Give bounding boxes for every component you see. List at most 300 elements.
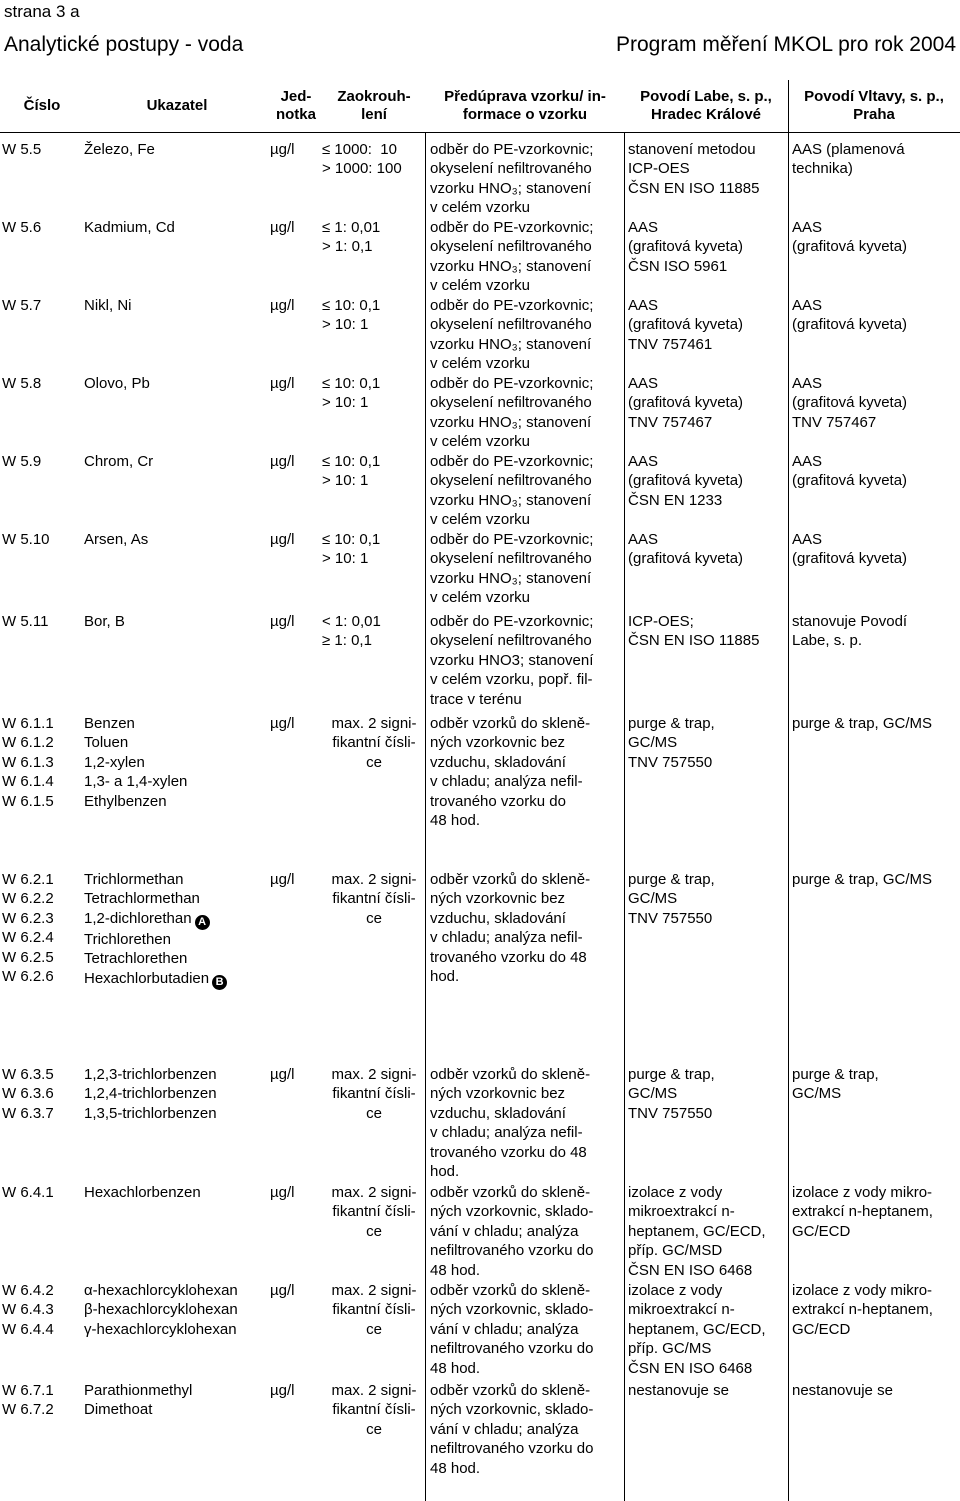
predupr-line: trace v terénu [430, 690, 522, 708]
labe-line: AAS [628, 219, 659, 236]
cell-labe [628, 530, 790, 569]
cell-vltava [792, 452, 958, 491]
cell-cislo [2, 1281, 82, 1339]
labe-line: TNV 757550 [628, 753, 713, 771]
zaokrouhleni-line: ≥ 1: 0,1 [322, 632, 372, 650]
cell-ukazatel [84, 140, 280, 159]
cell-predupr [430, 714, 624, 830]
labe-line: ČSN EN ISO 6468 [628, 1261, 753, 1279]
predupr-line: vzduchu, skladování [430, 753, 566, 771]
ukazatel-line: Parathionmethyl [84, 1382, 193, 1399]
predupr-line: v celém vzorku [430, 355, 531, 373]
zaokrouhleni-line: ce [366, 1104, 382, 1122]
predupr-line: trovaného vzorku do 48 [430, 948, 587, 966]
ukazatel-line: 1,3,5-trichlorbenzen [84, 1104, 217, 1122]
predupr-line: vzorku HNO₃; stanovení [430, 491, 592, 509]
predupr-line: okyselení nefiltrovaného [430, 316, 592, 334]
predupr-line: v celém vzorku, popř. fil- [430, 671, 593, 689]
labe-line: heptanem, GC/ECD, [628, 1222, 766, 1240]
cislo-line: W 6.2.1 [2, 871, 54, 888]
cell-cislo [2, 296, 82, 315]
vltava-line: (grafitová kyveta) [792, 238, 908, 256]
zaokrouhleni-line: ce [366, 909, 382, 927]
cislo-line: W 6.3.7 [2, 1104, 54, 1122]
predupr-line: odběr vzorků do skleně- [430, 715, 591, 732]
predupr-line: trovaného vzorku do [430, 792, 566, 810]
vltava-line: AAS [792, 453, 823, 470]
cell-jednotka: µg/l [270, 1282, 295, 1299]
cell-cislo [2, 218, 82, 237]
cell-vltava [792, 870, 958, 889]
cislo-line: W 6.2.6 [2, 968, 54, 986]
zaokrouhleni-line: > 10: 1 [322, 316, 369, 334]
cislo-line: W 5.6 [2, 219, 42, 236]
cell-jednotka: µg/l [270, 715, 295, 732]
cell-vltava [792, 1381, 958, 1400]
cell-ukazatel [84, 374, 280, 393]
zaokrouhleni-line: ≤ 1: 0,01 [322, 219, 381, 236]
ukazatel-line: Nikl, Ni [84, 297, 132, 314]
cell-predupr [430, 218, 624, 296]
cell-labe [628, 612, 790, 651]
header-zaokrouhleni: Zaokrouh- lení [337, 88, 411, 123]
ukazatel-line: 1,2-dichlorethan A [84, 909, 280, 930]
predupr-line: odběr do PE-vzorkovnic; [430, 613, 594, 630]
program-title: Program měření MKOL pro rok 2004 [615, 33, 956, 56]
cislo-line: W 6.2.3 [2, 909, 54, 927]
ukazatel-line: Hexachlorbutadien B [84, 969, 280, 990]
cell-ukazatel [84, 612, 280, 631]
predupr-line: odběr do PE-vzorkovnic; [430, 375, 594, 392]
cell-cislo [2, 140, 82, 159]
ukazatel-line: Tetrachlorethen [84, 950, 188, 968]
labe-line: TNV 757467 [628, 413, 713, 431]
ukazatel-line: Bor, B [84, 613, 125, 630]
predupr-line: ných vzorkovnic, sklado- [430, 1301, 594, 1319]
predupr-line: okyselení nefiltrovaného [430, 394, 592, 412]
cell-zaokrouhleni [322, 612, 426, 651]
cislo-line: W 5.10 [2, 531, 50, 548]
cell-ukazatel [84, 530, 280, 549]
zaokrouhleni-line: max. 2 signi- [331, 1382, 417, 1399]
vltava-line: (grafitová kyveta) [792, 550, 908, 568]
predupr-line: odběr vzorků do skleně- [430, 1382, 591, 1399]
cell-predupr [430, 612, 624, 709]
zaokrouhleni-line: fikantní čísli- [332, 1301, 416, 1319]
cell-cislo [2, 1065, 82, 1123]
predupr-line: okyselení nefiltrovaného [430, 160, 592, 178]
cislo-line: W 6.1.2 [2, 734, 54, 752]
cislo-line: W 5.8 [2, 375, 42, 392]
zaokrouhleni-line: ce [366, 753, 382, 771]
cell-labe [628, 452, 790, 510]
cell-predupr [430, 1381, 624, 1478]
vltava-line: AAS (plamenová [792, 141, 905, 158]
cell-zaokrouhleni [322, 1183, 426, 1241]
vltava-line: purge & trap, GC/MS [792, 871, 933, 888]
cell-ukazatel [84, 452, 280, 471]
cell-zaokrouhleni [322, 374, 426, 413]
cell-vltava [792, 296, 958, 335]
zaokrouhleni-line: max. 2 signi- [331, 1184, 417, 1201]
header-predupr: Předúprava vzorku/ in- formace o vzorku [444, 88, 606, 123]
cell-labe [628, 218, 790, 276]
cell-ukazatel [84, 218, 280, 237]
predupr-line: odběr vzorků do skleně- [430, 1184, 591, 1201]
predupr-line: vzduchu, skladování [430, 1104, 566, 1122]
predupr-line: vání v chladu; analýza [430, 1320, 579, 1338]
cell-jednotka: µg/l [270, 375, 295, 392]
cell-zaokrouhleni [322, 296, 426, 335]
zaokrouhleni-line: > 10: 1 [322, 394, 369, 412]
vltava-line: nestanovuje se [792, 1382, 893, 1399]
predupr-line: hod. [430, 968, 460, 986]
labe-line: ČSN EN ISO 11885 [628, 179, 760, 197]
predupr-line: nefiltrovaného vzorku do [430, 1242, 594, 1260]
ukazatel-line: Trichlorethen [84, 930, 171, 948]
zaokrouhleni-line: max. 2 signi- [331, 871, 417, 888]
labe-line: purge & trap, [628, 871, 715, 888]
cislo-line: W 6.4.3 [2, 1301, 54, 1319]
vltava-line: AAS [792, 531, 823, 548]
labe-line: mikroextrakcí n- [628, 1301, 735, 1319]
predupr-line: vzduchu, skladování [430, 909, 566, 927]
cell-ukazatel [84, 1183, 280, 1202]
header-ukazatel: Ukazatel [146, 97, 208, 114]
ukazatel-line: γ-hexachlorcyklohexan [84, 1320, 237, 1338]
vltava-line: izolace z vody mikro- [792, 1282, 933, 1299]
labe-line: ČSN EN ISO 11885 [628, 632, 760, 650]
predupr-line: ných vzorkovnic bez [430, 1085, 566, 1103]
predupr-line: nefiltrovaného vzorku do [430, 1440, 594, 1458]
cislo-line: W 6.2.4 [2, 929, 54, 947]
predupr-line: okyselení nefiltrovaného [430, 238, 592, 256]
cell-labe [628, 714, 790, 772]
footnote-marker-b: B [212, 975, 227, 990]
zaokrouhleni-line: fikantní čísli- [332, 734, 416, 752]
labe-line: AAS [628, 375, 659, 392]
zaokrouhleni-line: fikantní čísli- [332, 1203, 416, 1221]
cell-cislo [2, 870, 82, 986]
cislo-line: W 6.4.1 [2, 1184, 54, 1201]
cell-ukazatel [84, 1281, 280, 1339]
cell-labe [628, 1381, 790, 1400]
cislo-line: W 6.1.3 [2, 753, 54, 771]
page-title: Analytické postupy - voda [4, 33, 244, 56]
ukazatel-line: Kadmium, Cd [84, 219, 175, 236]
labe-line: ČSN EN 1233 [628, 491, 723, 509]
cell-jednotka: µg/l [270, 613, 295, 630]
ukazatel-line: Arsen, As [84, 531, 149, 548]
predupr-line: 48 hod. [430, 812, 481, 830]
cislo-line: W 5.11 [2, 613, 49, 630]
labe-line: TNV 757461 [628, 335, 713, 353]
vltava-line: AAS [792, 375, 823, 392]
predupr-line: odběr vzorků do skleně- [430, 1282, 591, 1299]
cell-zaokrouhleni [322, 530, 426, 569]
ukazatel-line: β-hexachlorcyklohexan [84, 1301, 238, 1319]
cell-zaokrouhleni [322, 218, 426, 257]
cislo-line: W 5.5 [2, 141, 42, 158]
ukazatel-line: 1,2,4-trichlorbenzen [84, 1085, 217, 1103]
vltava-line: (grafitová kyveta) [792, 394, 908, 412]
cell-labe [628, 1281, 790, 1378]
predupr-line: vání v chladu; analýza [430, 1222, 579, 1240]
cell-predupr [430, 374, 624, 452]
zaokrouhleni-line: max. 2 signi- [331, 715, 417, 732]
labe-line: příp. GC/MS [628, 1340, 712, 1358]
labe-line: GC/MS [628, 734, 678, 752]
cell-vltava [792, 1281, 958, 1339]
cell-jednotka: µg/l [270, 531, 295, 548]
zaokrouhleni-line: max. 2 signi- [331, 1066, 417, 1083]
cell-cislo [2, 612, 82, 631]
predupr-line: vzorku HNO3; stanovení [430, 651, 594, 669]
labe-line: (grafitová kyveta) [628, 238, 744, 256]
cell-vltava [792, 1183, 958, 1241]
labe-line: (grafitová kyveta) [628, 550, 744, 568]
cislo-line: W 6.1.5 [2, 792, 54, 810]
cislo-line: W 6.7.2 [2, 1401, 54, 1419]
predupr-line: v celém vzorku [430, 589, 531, 607]
zaokrouhleni-line: ce [366, 1320, 382, 1338]
labe-line: ICP-OES [628, 160, 690, 178]
labe-line: mikroextrakcí n- [628, 1203, 735, 1221]
column-divider-labe [624, 133, 625, 1501]
labe-line: (grafitová kyveta) [628, 316, 744, 334]
predupr-line: ných vzorkovnic bez [430, 890, 566, 908]
cell-predupr [430, 530, 624, 608]
table-header [0, 80, 960, 132]
predupr-line: v chladu; analýza nefil- [430, 929, 583, 947]
predupr-line: v celém vzorku [430, 199, 531, 217]
cislo-line: W 5.7 [2, 297, 42, 314]
predupr-line: vzorku HNO₃; stanovení [430, 569, 592, 587]
cell-predupr [430, 870, 624, 986]
predupr-line: odběr vzorků do skleně- [430, 871, 591, 888]
labe-line: příp. GC/MSD [628, 1242, 723, 1260]
zaokrouhleni-line: ≤ 10: 0,1 [322, 297, 381, 314]
cislo-line: W 6.4.4 [2, 1320, 54, 1338]
cislo-line: W 5.9 [2, 453, 42, 470]
predupr-line: ných vzorkovnic, sklado- [430, 1203, 594, 1221]
cell-cislo [2, 530, 82, 549]
predupr-line: nefiltrovaného vzorku do [430, 1340, 594, 1358]
cell-predupr [430, 296, 624, 374]
predupr-line: v celém vzorku [430, 433, 531, 451]
zaokrouhleni-line: ≤ 10: 0,1 [322, 531, 381, 548]
cell-vltava [792, 218, 958, 257]
predupr-line: vzorku HNO₃; stanovení [430, 413, 592, 431]
predupr-line: v celém vzorku [430, 277, 531, 295]
predupr-line: odběr do PE-vzorkovnic; [430, 219, 594, 236]
labe-line: ČSN ISO 5961 [628, 257, 728, 275]
cell-jednotka: µg/l [270, 219, 295, 236]
header-jednotka: Jed- notka [275, 88, 316, 123]
predupr-line: v celém vzorku [430, 511, 531, 529]
cell-predupr [430, 452, 624, 530]
page-number: strana 3 a [4, 2, 80, 21]
cell-jednotka: µg/l [270, 1184, 295, 1201]
cell-labe [628, 1183, 790, 1280]
header-cislo: Číslo [23, 97, 61, 114]
predupr-line: okyselení nefiltrovaného [430, 550, 592, 568]
labe-line: ČSN EN ISO 6468 [628, 1359, 753, 1377]
cislo-line: W 6.1.1 [2, 715, 54, 732]
zaokrouhleni-line: ≤ 1000: 10 [322, 141, 397, 158]
cell-labe [628, 1065, 790, 1123]
cell-vltava [792, 140, 958, 179]
labe-line: TNV 757550 [628, 909, 713, 927]
labe-line: ICP-OES; [628, 613, 694, 630]
cell-vltava [792, 714, 958, 733]
predupr-line: vzorku HNO₃; stanovení [430, 257, 592, 275]
header-labe: Povodí Labe, s. p., Hradec Králové [640, 88, 772, 123]
labe-line: TNV 757550 [628, 1104, 713, 1122]
labe-line: izolace z vody [628, 1184, 723, 1201]
zaokrouhleni-line: fikantní čísli- [332, 1401, 416, 1419]
cell-cislo [2, 452, 82, 471]
cell-ukazatel [84, 714, 280, 811]
ukazatel-line: Ethylbenzen [84, 792, 167, 810]
predupr-line: v chladu; analýza nefil- [430, 773, 583, 791]
predupr-line: trovaného vzorku do 48 [430, 1143, 587, 1161]
ukazatel-line: Olovo, Pb [84, 375, 150, 392]
predupr-line: okyselení nefiltrovaného [430, 472, 592, 490]
ukazatel-line: Benzen [84, 715, 135, 732]
ukazatel-line: Toluen [84, 734, 129, 752]
zaokrouhleni-line: > 10: 1 [322, 550, 369, 568]
vltava-line: TNV 757467 [792, 413, 877, 431]
labe-line: izolace z vody [628, 1282, 723, 1299]
labe-line: GC/MS [628, 890, 678, 908]
cell-cislo [2, 714, 82, 811]
cell-ukazatel [84, 1065, 280, 1123]
ukazatel-line: α-hexachlorcyklohexan [84, 1282, 238, 1299]
predupr-line: ných vzorkovnic bez [430, 734, 566, 752]
predupr-line: v chladu; analýza nefil- [430, 1124, 583, 1142]
cell-jednotka: µg/l [270, 141, 295, 158]
header-separator [0, 132, 960, 133]
predupr-line: 48 hod. [430, 1459, 481, 1477]
predupr-line: 48 hod. [430, 1359, 481, 1377]
zaokrouhleni-line: ce [366, 1222, 382, 1240]
vltava-line: extrakcí n-heptanem, [792, 1301, 933, 1319]
cell-vltava [792, 374, 958, 432]
cell-ukazatel [84, 1381, 280, 1420]
vltava-line: (grafitová kyveta) [792, 316, 908, 334]
cell-jednotka: µg/l [270, 871, 295, 888]
cell-labe [628, 870, 790, 928]
cell-predupr [430, 1183, 624, 1280]
cell-predupr [430, 1065, 624, 1181]
predupr-line: vzorku HNO₃; stanovení [430, 179, 592, 197]
cell-zaokrouhleni [322, 1381, 426, 1439]
cislo-line: W 6.2.5 [2, 948, 54, 966]
ukazatel-line: Chrom, Cr [84, 453, 154, 470]
cell-predupr [430, 140, 624, 218]
vltava-line: Labe, s. p. [792, 632, 863, 650]
cell-cislo [2, 1381, 82, 1420]
labe-line: (grafitová kyveta) [628, 394, 744, 412]
vltava-line: GC/ECD [792, 1320, 851, 1338]
cell-zaokrouhleni [322, 1065, 426, 1123]
cell-zaokrouhleni [322, 452, 426, 491]
vltava-line: stanovuje Povodí [792, 613, 908, 630]
labe-line: AAS [628, 297, 659, 314]
cell-jednotka: µg/l [270, 1382, 295, 1399]
vltava-line: purge & trap, GC/MS [792, 715, 933, 732]
zaokrouhleni-line: ≤ 10: 0,1 [322, 375, 381, 392]
predupr-line: odběr do PE-vzorkovnic; [430, 141, 594, 158]
zaokrouhleni-line: ce [366, 1420, 382, 1438]
predupr-line: odběr do PE-vzorkovnic; [430, 453, 594, 470]
cell-labe [628, 374, 790, 432]
predupr-line: vání v chladu; analýza [430, 1420, 579, 1438]
cell-labe [628, 140, 790, 198]
cell-cislo [2, 374, 82, 393]
ukazatel-line: 1,3- a 1,4-xylen [84, 773, 188, 791]
vltava-line: technika) [792, 160, 853, 178]
cislo-line: W 6.2.2 [2, 890, 54, 908]
labe-line: AAS [628, 453, 659, 470]
zaokrouhleni-line: max. 2 signi- [331, 1282, 417, 1299]
cislo-line: W 6.1.4 [2, 773, 54, 791]
labe-line: stanovení metodou [628, 141, 756, 158]
cislo-line: W 6.4.2 [2, 1282, 54, 1299]
predupr-line: hod. [430, 1163, 460, 1181]
predupr-line: odběr do PE-vzorkovnic; [430, 297, 594, 314]
cell-ukazatel [84, 870, 280, 990]
labe-line: purge & trap, [628, 715, 715, 732]
header-vltava: Povodí Vltavy, s. p., Praha [804, 88, 944, 123]
labe-line: purge & trap, [628, 1066, 715, 1083]
cislo-line: W 6.7.1 [2, 1382, 54, 1399]
vltava-line: (grafitová kyveta) [792, 472, 908, 490]
ukazatel-line: 1,2,3-trichlorbenzen [84, 1066, 217, 1083]
cell-zaokrouhleni [322, 140, 426, 179]
cell-predupr [430, 1281, 624, 1378]
predupr-line: vzorku HNO₃; stanovení [430, 335, 592, 353]
cell-vltava [792, 1065, 958, 1104]
zaokrouhleni-line: > 10: 1 [322, 472, 369, 490]
footnote-marker-a: A [195, 915, 210, 930]
labe-line: AAS [628, 531, 659, 548]
labe-line: heptanem, GC/ECD, [628, 1320, 766, 1338]
predupr-line: okyselení nefiltrovaného [430, 632, 592, 650]
cell-labe [628, 296, 790, 354]
vltava-line: extrakcí n-heptanem, [792, 1203, 933, 1221]
vltava-line: AAS [792, 219, 823, 236]
cell-jednotka: µg/l [270, 1066, 295, 1083]
predupr-line: ných vzorkovnic, sklado- [430, 1401, 594, 1419]
vltava-line: AAS [792, 297, 823, 314]
cell-zaokrouhleni [322, 870, 426, 928]
ukazatel-line: Hexachlorbenzen [84, 1184, 201, 1201]
ukazatel-line: Trichlormethan [84, 871, 184, 888]
cell-ukazatel [84, 296, 280, 315]
cislo-line: W 6.3.5 [2, 1066, 54, 1083]
vltava-line: purge & trap, [792, 1066, 879, 1083]
cislo-line: W 6.3.6 [2, 1085, 54, 1103]
cell-vltava [792, 612, 958, 651]
zaokrouhleni-line: fikantní čísli- [332, 1085, 416, 1103]
labe-line: GC/MS [628, 1085, 678, 1103]
zaokrouhleni-line: ≤ 10: 0,1 [322, 453, 381, 470]
ukazatel-line: Železo, Fe [84, 141, 155, 158]
vltava-line: izolace z vody mikro- [792, 1184, 933, 1201]
zaokrouhleni-line: < 1: 0,01 [322, 613, 381, 630]
